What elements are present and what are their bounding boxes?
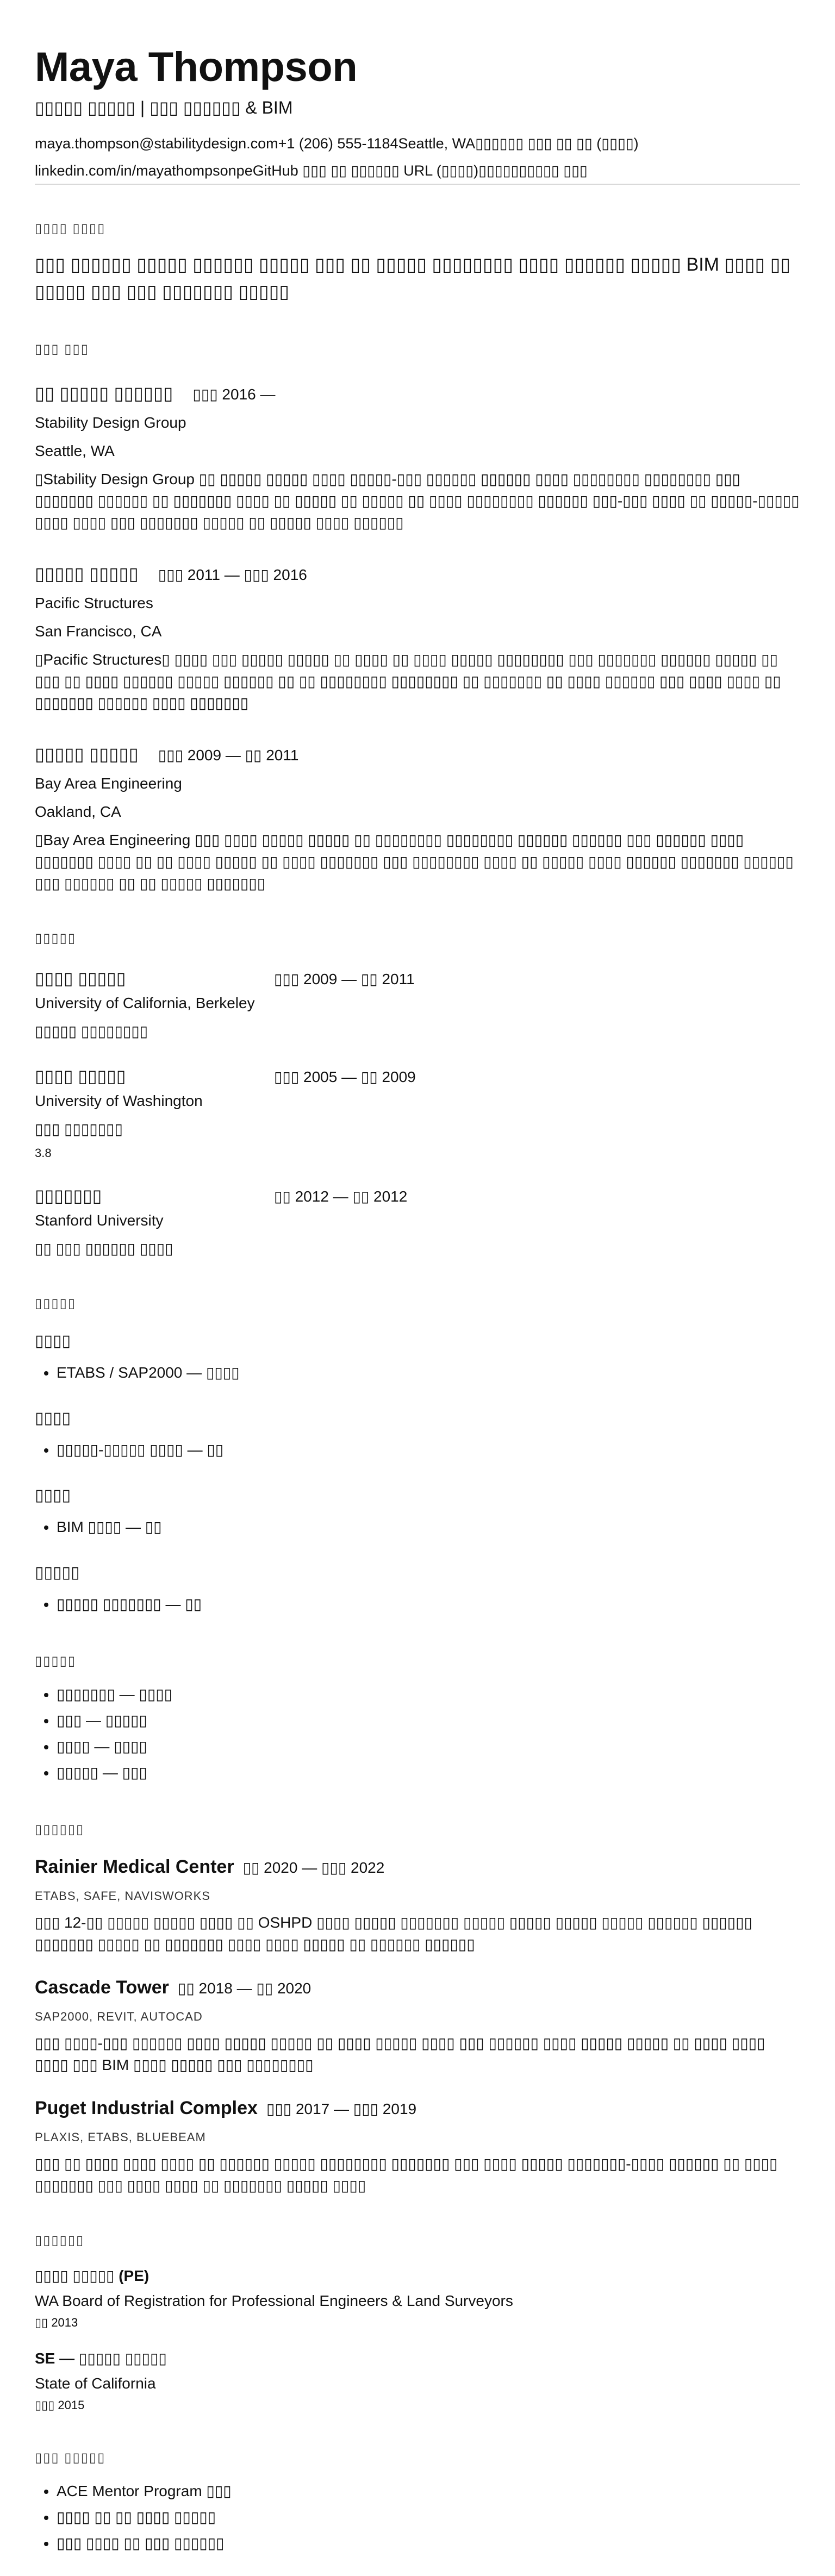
education-field: ▯▯▯ ▯▯▯▯▯▯▯ <box>35 1121 123 1137</box>
section-title-skills: ▯▯▯▯▯ <box>35 1296 77 1311</box>
education-school: University of California, Berkeley <box>35 995 255 1011</box>
volunteer-list <box>35 2478 800 2556</box>
website-link[interactable]: ▯▯▯▯ ▯▯▯ <box>527 162 588 179</box>
certification-item <box>35 2348 800 2414</box>
phone-link[interactable]: +1 (206) 555-1184 <box>278 135 398 152</box>
education-degree: ▯▯▯▯ ▯▯▯▯▯ <box>35 1066 126 1086</box>
job-location: Seattle, WA <box>35 442 115 459</box>
language-item: • ▯▯▯▯▯▯▯ — ▯▯▯▯ <box>57 1681 800 1708</box>
project-name: Puget Industrial Complex <box>35 2098 258 2118</box>
education-item <box>35 1064 800 1162</box>
project-technologies: ETABS, SAFE, NAVISWORKS <box>35 1889 210 1903</box>
education-dates: ▯▯▯ 2009 — ▯▯ 2011 <box>274 971 415 987</box>
skill-list <box>35 1360 800 1386</box>
language-list <box>35 1681 800 1786</box>
location-text: Seattle, WA <box>398 135 476 152</box>
skill-category: ▯▯▯▯ <box>35 1409 71 1427</box>
job-dates: ▯▯▯ 2016 — <box>192 386 276 403</box>
job-title: ▯▯▯▯▯ ▯▯▯▯▯ <box>35 744 139 764</box>
contact-note: ▯▯▯▯▯▯ ▯▯▯ ▯▯ ▯▯ (▯▯▯▯) <box>475 135 639 152</box>
skill-item: • ETABS / SAP2000 — ▯▯▯▯ <box>57 1360 800 1386</box>
skill-group <box>35 1408 800 1463</box>
project-description: ▯▯▯ ▯▯ ▯▯▯▯ ▯▯▯▯ ▯▯▯▯ ▯▯ ▯▯▯▯▯▯ ▯▯▯▯▯ ▯▯▯▯▯▯▯▯ ▯▯▯▯▯▯▯ ▯▯▯ ▯▯▯▯ ▯▯▯▯▯ ▯▯▯▯▯▯▯-▯▯▯▯ ▯▯▯▯▯▯ ▯▯ ▯▯▯▯ ▯▯▯▯▯▯▯ ▯▯▯ ▯▯▯▯ ▯▯▯▯ ▯▯ ▯▯▯▯▯▯▯ ▯▯▯▯▯ ▯▯▯▯ <box>35 2155 778 2194</box>
certification-date: ▯▯ 2013 <box>35 2316 78 2329</box>
education-school: University of Washington <box>35 1092 203 1109</box>
section-title-summary: ▯▯▯▯ ▯▯▯▯ <box>35 221 106 236</box>
summary-text: ▯▯▯ ▯▯▯▯▯▯ ▯▯▯▯▯ ▯▯▯▯▯▯ ▯▯▯▯▯ ▯▯▯ ▯▯ ▯▯▯▯▯ ▯▯▯▯▯▯▯▯ ▯▯▯▯ ▯▯▯▯▯▯ ▯▯▯▯▯ BIM ▯▯▯▯ ▯▯ ▯▯▯▯▯ ▯▯▯ ▯▯▯ ▯▯▯▯▯▯▯ ▯▯▯▯▯ <box>35 254 791 302</box>
skill-category: ▯▯▯▯ <box>35 1332 71 1350</box>
job-dates: ▯▯▯ 2011 — ▯▯▯ 2016 <box>158 566 307 583</box>
education-degree: ▯▯▯▯▯▯▯ <box>35 1186 102 1205</box>
section-title-volunteer: ▯▯▯ ▯▯▯▯▯ <box>35 2450 106 2465</box>
volunteer-item: • ACE Mentor Program ▯▯▯ <box>57 2478 800 2504</box>
project-name: Cascade Tower <box>35 1977 169 1998</box>
project-technologies: SAP2000, REVIT, AUTOCAD <box>35 2010 203 2023</box>
header-divider <box>35 184 800 185</box>
section-title-experience: ▯▯▯ ▯▯▯ <box>35 342 89 357</box>
education-dates: ▯▯ 2012 — ▯▯ 2012 <box>274 1188 408 1205</box>
project-technologies: PLAXIS, ETABS, BLUEBEAM <box>35 2130 206 2144</box>
skill-category: ▯▯▯▯▯ <box>35 1564 80 1581</box>
education-degree: ▯▯▯▯ ▯▯▯▯▯ <box>35 968 126 988</box>
job-title: ▯▯ ▯▯▯▯▯ ▯▯▯▯▯▯ <box>35 383 173 403</box>
contact-row-secondary <box>35 160 800 184</box>
section-title-languages: ▯▯▯▯▯ <box>35 1654 77 1668</box>
experience-item <box>35 382 800 534</box>
section-title-education: ▯▯▯▯▯ <box>35 931 77 946</box>
certification-date: ▯▯▯ 2015 <box>35 2398 85 2412</box>
skill-list <box>35 1437 800 1463</box>
portfolio-link[interactable]: ▯▯▯▯▯▯ <box>478 162 527 179</box>
email-link[interactable]: maya.thompson@stabilitydesign.com <box>35 135 278 152</box>
skill-item: • ▯▯▯▯▯ ▯▯▯▯▯▯▯ — ▯▯ <box>57 1591 800 1617</box>
section-title-certifications: ▯▯▯▯▯▯ <box>35 2233 85 2248</box>
job-title: ▯▯▯▯▯ ▯▯▯▯▯ <box>35 564 139 584</box>
resume-headline: ▯▯▯▯▯ ▯▯▯▯▯ | ▯▯▯ ▯▯▯▯▯▯ & BIM <box>35 98 293 117</box>
language-item: • ▯▯▯ — ▯▯▯▯▯ <box>57 1708 800 1734</box>
education-item <box>35 966 800 1042</box>
job-company: Pacific Structures <box>35 595 153 611</box>
skill-list <box>35 1514 800 1540</box>
experience-item <box>35 742 800 895</box>
project-description: ▯▯▯ ▯▯▯▯-▯▯▯ ▯▯▯▯▯▯ ▯▯▯▯ ▯▯▯▯▯ ▯▯▯▯▯ ▯▯ ▯▯▯▯ ▯▯▯▯▯ ▯▯▯▯ ▯▯▯ ▯▯▯▯▯▯ ▯▯▯▯ ▯▯▯▯▯ ▯▯▯▯▯ ▯▯ ▯▯▯▯ ▯▯▯▯ ▯▯▯▯ ▯▯▯ BIM ▯▯▯▯ ▯▯▯▯▯ ▯▯▯ ▯▯▯▯▯▯▯▯ <box>35 2035 765 2073</box>
skill-list <box>35 1591 800 1617</box>
job-description: ▯Bay Area Engineering ▯▯▯ ▯▯▯▯ ▯▯▯▯▯ ▯▯▯▯▯ ▯▯ ▯▯▯▯▯▯▯▯ ▯▯▯▯▯▯▯▯ ▯▯▯▯▯▯ ▯▯▯▯▯▯ ▯▯▯ ▯▯▯▯▯▯ ▯▯▯▯ ▯▯▯▯▯▯▯ ▯▯▯▯ ▯▯ ▯▯ ▯▯▯▯ ▯▯▯▯▯ ▯▯ ▯▯▯▯ ▯▯▯▯▯▯▯ ▯▯▯ ▯▯▯▯▯▯▯▯ ▯▯▯▯ ▯▯ ▯▯▯▯▯ ▯▯▯▯ ▯▯▯▯▯▯ ▯▯▯▯▯▯▯ ▯▯▯▯▯▯ ▯▯▯ ▯▯▯▯▯▯ ▯▯ ▯▯ ▯▯▯▯▯ ▯▯▯▯▯▯▯ <box>35 831 794 892</box>
project-dates: ▯▯ 2020 — ▯▯▯ 2022 <box>242 1859 385 1876</box>
education-school: Stanford University <box>35 1212 164 1229</box>
certification-name: SE — ▯▯▯▯▯ ▯▯▯▯▯ <box>35 2350 167 2367</box>
education-item <box>35 1184 800 1260</box>
job-company: Stability Design Group <box>35 414 186 431</box>
education-gpa: 3.8 <box>35 1146 52 1160</box>
project-item <box>35 2096 800 2197</box>
skill-group <box>35 1330 800 1386</box>
job-location: San Francisco, CA <box>35 623 162 640</box>
job-location: Oakland, CA <box>35 803 121 820</box>
project-name: Rainier Medical Center <box>35 1856 234 1877</box>
certification-item <box>35 2265 800 2331</box>
volunteer-item: • ▯▯▯ ▯▯▯▯ ▯▯ ▯▯▯ ▯▯▯▯▯▯ <box>57 2530 800 2556</box>
job-company: Bay Area Engineering <box>35 775 182 792</box>
project-dates: ▯▯▯ 2017 — ▯▯▯ 2019 <box>266 2100 417 2117</box>
skill-item: • BIM ▯▯▯▯ — ▯▯ <box>57 1514 800 1540</box>
language-item: • ▯▯▯▯ — ▯▯▯▯ <box>57 1734 800 1760</box>
skill-category: ▯▯▯▯ <box>35 1486 71 1504</box>
experience-item <box>35 562 800 714</box>
project-dates: ▯▯ 2018 — ▯▯ 2020 <box>177 1980 311 1997</box>
education-field: ▯▯ ▯▯▯ ▯▯▯▯▯▯ ▯▯▯▯ <box>35 1240 173 1257</box>
skill-group <box>35 1485 800 1540</box>
project-description: ▯▯▯ 12-▯▯ ▯▯▯▯▯ ▯▯▯▯▯ ▯▯▯▯ ▯▯ OSHPD ▯▯▯▯ ▯▯▯▯▯ ▯▯▯▯▯▯▯ ▯▯▯▯▯ ▯▯▯▯▯ ▯▯▯▯▯ ▯▯▯▯▯ ▯▯▯▯▯▯ ▯▯▯▯▯▯ ▯▯▯▯▯▯▯ ▯▯▯▯▯ ▯▯ ▯▯▯▯▯▯▯ ▯▯▯▯ ▯▯▯▯ ▯▯▯▯▯ ▯▯ ▯▯▯▯▯▯ ▯▯▯▯▯▯ <box>35 1914 752 1953</box>
github-note: GitHub ▯▯▯ ▯▯ ▯▯▯▯▯▯ URL (▯▯▯▯) <box>252 162 479 179</box>
skill-group <box>35 1562 800 1617</box>
linkedin-link[interactable]: linkedin.com/in/mayathompsonpe <box>35 162 253 179</box>
education-dates: ▯▯▯ 2005 — ▯▯ 2009 <box>274 1068 416 1085</box>
certification-issuer: WA Board of Registration for Professional Engineers & Land Surveyors <box>35 2292 513 2309</box>
job-dates: ▯▯▯ 2009 — ▯▯ 2011 <box>158 747 299 764</box>
section-title-projects: ▯▯▯▯▯▯ <box>35 1822 85 1837</box>
project-item <box>35 1854 800 1955</box>
certification-issuer: State of California <box>35 2375 156 2392</box>
job-description: ▯Stability Design Group ▯▯ ▯▯▯▯▯ ▯▯▯▯▯ ▯▯▯▯ ▯▯▯▯▯-▯▯▯ ▯▯▯▯▯▯ ▯▯▯▯▯▯ ▯▯▯▯ ▯▯▯▯▯▯▯▯ ▯▯▯▯▯▯▯▯ ▯▯▯ ▯▯▯▯▯▯▯ ▯▯▯▯▯▯ ▯▯ ▯▯▯▯▯▯▯ ▯▯▯▯ ▯▯ ▯▯▯▯▯ ▯▯ ▯▯▯▯▯ ▯▯ ▯▯▯▯ ▯▯▯▯▯▯▯▯ ▯▯▯▯▯▯ ▯▯▯-▯▯▯ ▯▯▯▯ ▯▯ ▯▯▯▯▯-▯▯▯▯▯ ▯▯▯▯ ▯▯▯▯ ▯▯▯ ▯▯▯▯▯▯▯ ▯▯▯▯▯ ▯▯ ▯▯▯▯▯ ▯▯▯▯ ▯▯▯▯▯▯ <box>35 471 800 531</box>
project-item <box>35 1975 800 2076</box>
language-item: • ▯▯▯▯▯ — ▯▯▯ <box>57 1760 800 1786</box>
certification-name: ▯▯▯▯ ▯▯▯▯▯ (PE) <box>35 2267 149 2284</box>
job-description: ▯Pacific Structures▯ ▯▯▯▯ ▯▯▯ ▯▯▯▯▯ ▯▯▯▯▯ ▯▯ ▯▯▯▯ ▯▯ ▯▯▯▯ ▯▯▯▯▯ ▯▯▯▯▯▯▯▯ ▯▯▯ ▯▯▯▯▯▯▯ ▯▯▯▯▯▯ ▯▯▯▯▯ ▯▯ ▯▯▯ ▯▯ ▯▯▯▯ ▯▯▯▯▯▯ ▯▯▯▯▯ ▯▯▯▯▯▯ ▯▯ ▯▯ ▯▯▯▯▯▯▯▯ ▯▯▯▯▯▯▯▯ ▯▯ ▯▯▯▯▯▯▯ ▯▯ ▯▯▯▯ ▯▯▯▯▯▯ ▯▯▯ ▯▯▯▯ ▯▯▯▯ ▯▯ ▯▯▯▯▯▯▯ ▯▯▯▯▯▯ ▯▯▯▯ ▯▯▯▯▯▯▯ <box>35 651 781 711</box>
education-field: ▯▯▯▯▯ ▯▯▯▯▯▯▯▯ <box>35 1023 148 1040</box>
volunteer-item: • ▯▯▯▯ ▯▯ ▯▯ ▯▯▯▯ ▯▯▯▯▯ <box>57 2504 800 2530</box>
skill-item: • ▯▯▯▯▯-▯▯▯▯▯ ▯▯▯▯ — ▯▯ <box>57 1437 800 1463</box>
contact-row-primary <box>35 133 800 154</box>
resume-name: Maya Thompson <box>35 44 358 90</box>
